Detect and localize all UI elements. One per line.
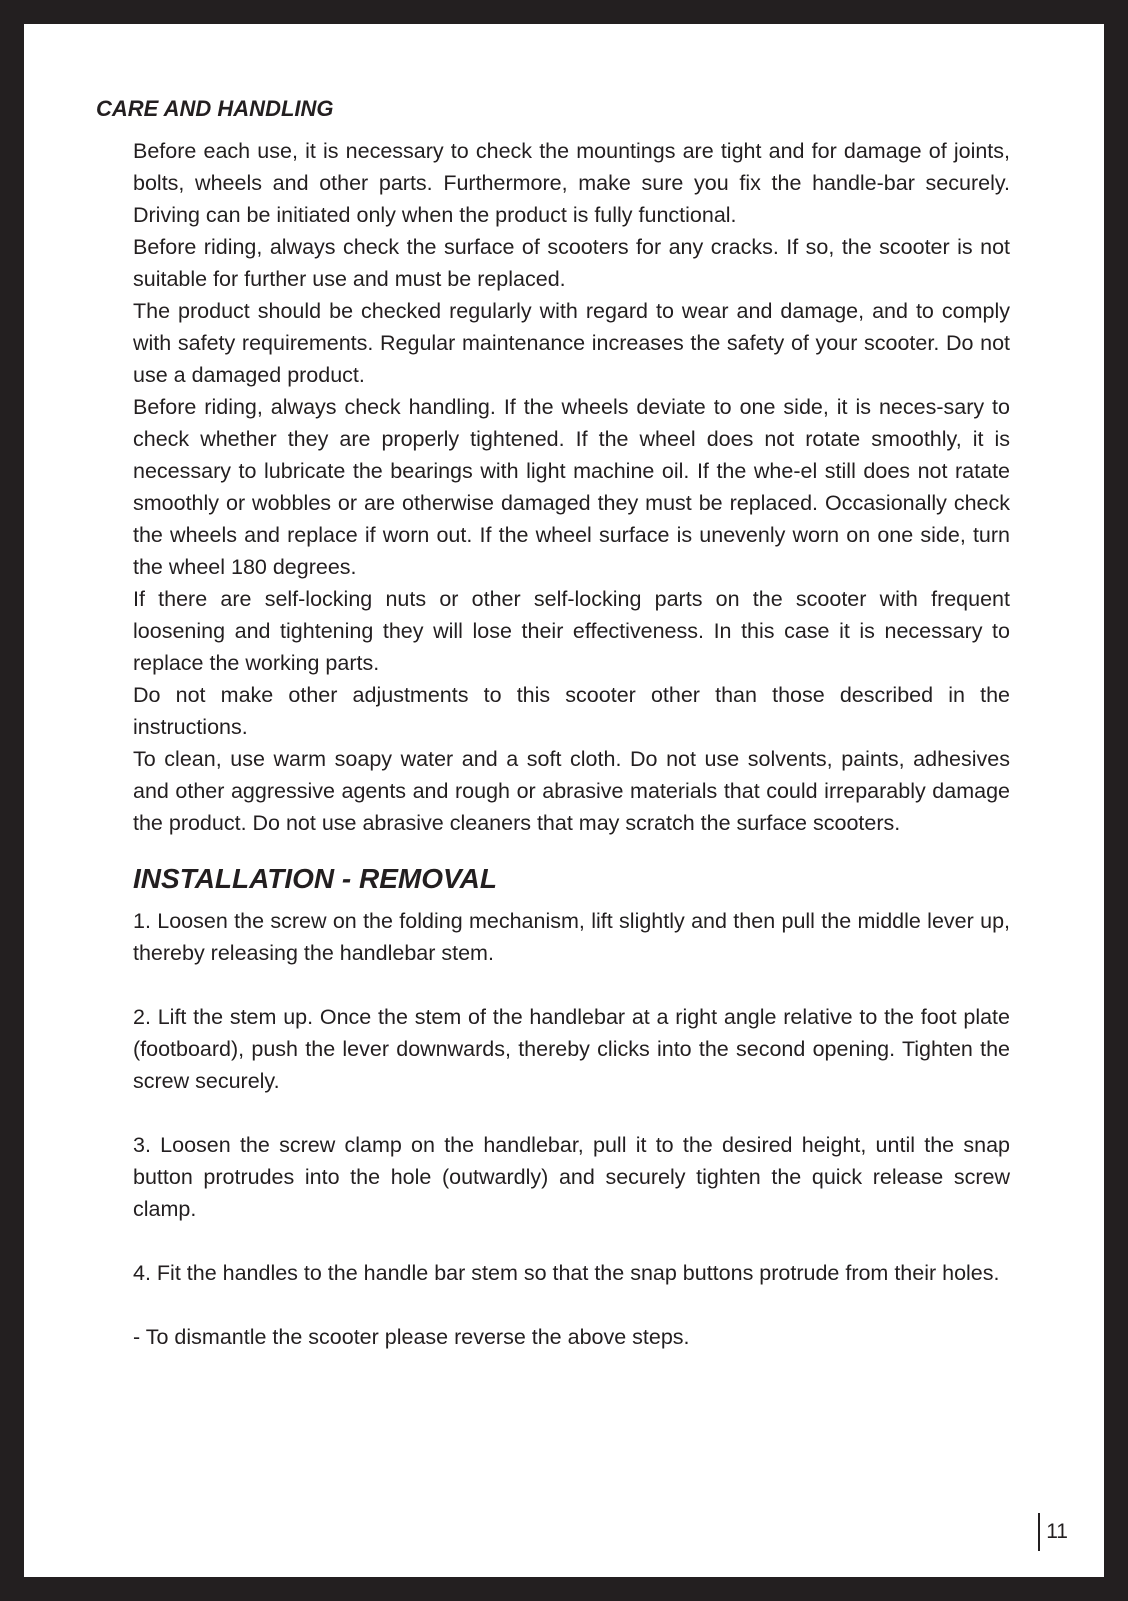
- care-paragraph: To clean, use warm soapy water and a soft cloth. Do not use solvents, paints, adhesives and other aggressive agents and rough or abrasive materials that could irreparably damage the product. Do not use abrasive cleaners that may scratch the surface scooters.: [133, 747, 1010, 835]
- document-page: [24, 24, 1104, 1577]
- care-paragraph: If there are self-locking nuts or other self-locking parts on the scooter with frequent loosening and tightening they will lose their effectiveness. In this case it is necessary to replace the working parts.: [133, 587, 1010, 675]
- page-content: [133, 135, 1010, 1353]
- dismantle-note: - To dismantle the scooter please reverse the above steps.: [133, 1325, 690, 1349]
- installation-removal-heading: INSTALLATION - REMOVAL: [133, 863, 497, 894]
- care-and-handling-heading: CARE AND HANDLING: [96, 96, 334, 121]
- care-paragraph: Before each use, it is necessary to check the mountings are tight and for damage of joints, bolts, wheels and other parts. Furthermore, make sure you fix the handle-bar securely. Driving can be initiated only when the product is fully functional.: [133, 139, 1010, 227]
- care-paragraph: Do not make other adjustments to this scooter other than those described in the instructions.: [133, 683, 1010, 739]
- installation-step: 4. Fit the handles to the handle bar stem so that the snap buttons protrude from their holes.: [133, 1261, 1000, 1285]
- care-paragraph: The product should be checked regularly with regard to wear and damage, and to comply with safety requirements. Regular maintenance increases the safety of your scooter. Do not use a damaged product.: [133, 299, 1010, 387]
- page-number-divider: [1038, 1513, 1040, 1551]
- installation-step: 3. Loosen the screw clamp on the handlebar, pull it to the desired height, until the snap button protrudes into the hole (outwardly) and securely tighten the quick release screw clamp.: [133, 1133, 1010, 1221]
- installation-step: 2. Lift the stem up. Once the stem of the handlebar at a right angle relative to the foot plate (footboard), push the lever downwards, thereby clicks into the second opening. Tighten the screw securely.: [133, 1005, 1010, 1093]
- installation-step: 1. Loosen the screw on the folding mechanism, lift slightly and then pull the middle lever up, thereby releasing the handlebar stem.: [133, 909, 1010, 965]
- page-number-block: [1038, 1513, 1068, 1551]
- care-paragraph: Before riding, always check the surface of scooters for any cracks. If so, the scooter is not suitable for further use and must be replaced.: [133, 235, 1010, 291]
- page-number: 11: [1046, 1520, 1068, 1543]
- care-paragraph: Before riding, always check handling. If the wheels deviate to one side, it is neces-sary to check whether they are properly tightened. If the wheel does not rotate smoothly, it is necessary to lubricate the bearings with light machine oil. If the whe-el still does not ratate smoothly or wobbles or are otherwise damaged they must be replaced. Occasionally check the wheels and replace if worn out. If the wheel surface is unevenly worn on one side, turn the wheel 180 degrees.: [133, 395, 1010, 579]
